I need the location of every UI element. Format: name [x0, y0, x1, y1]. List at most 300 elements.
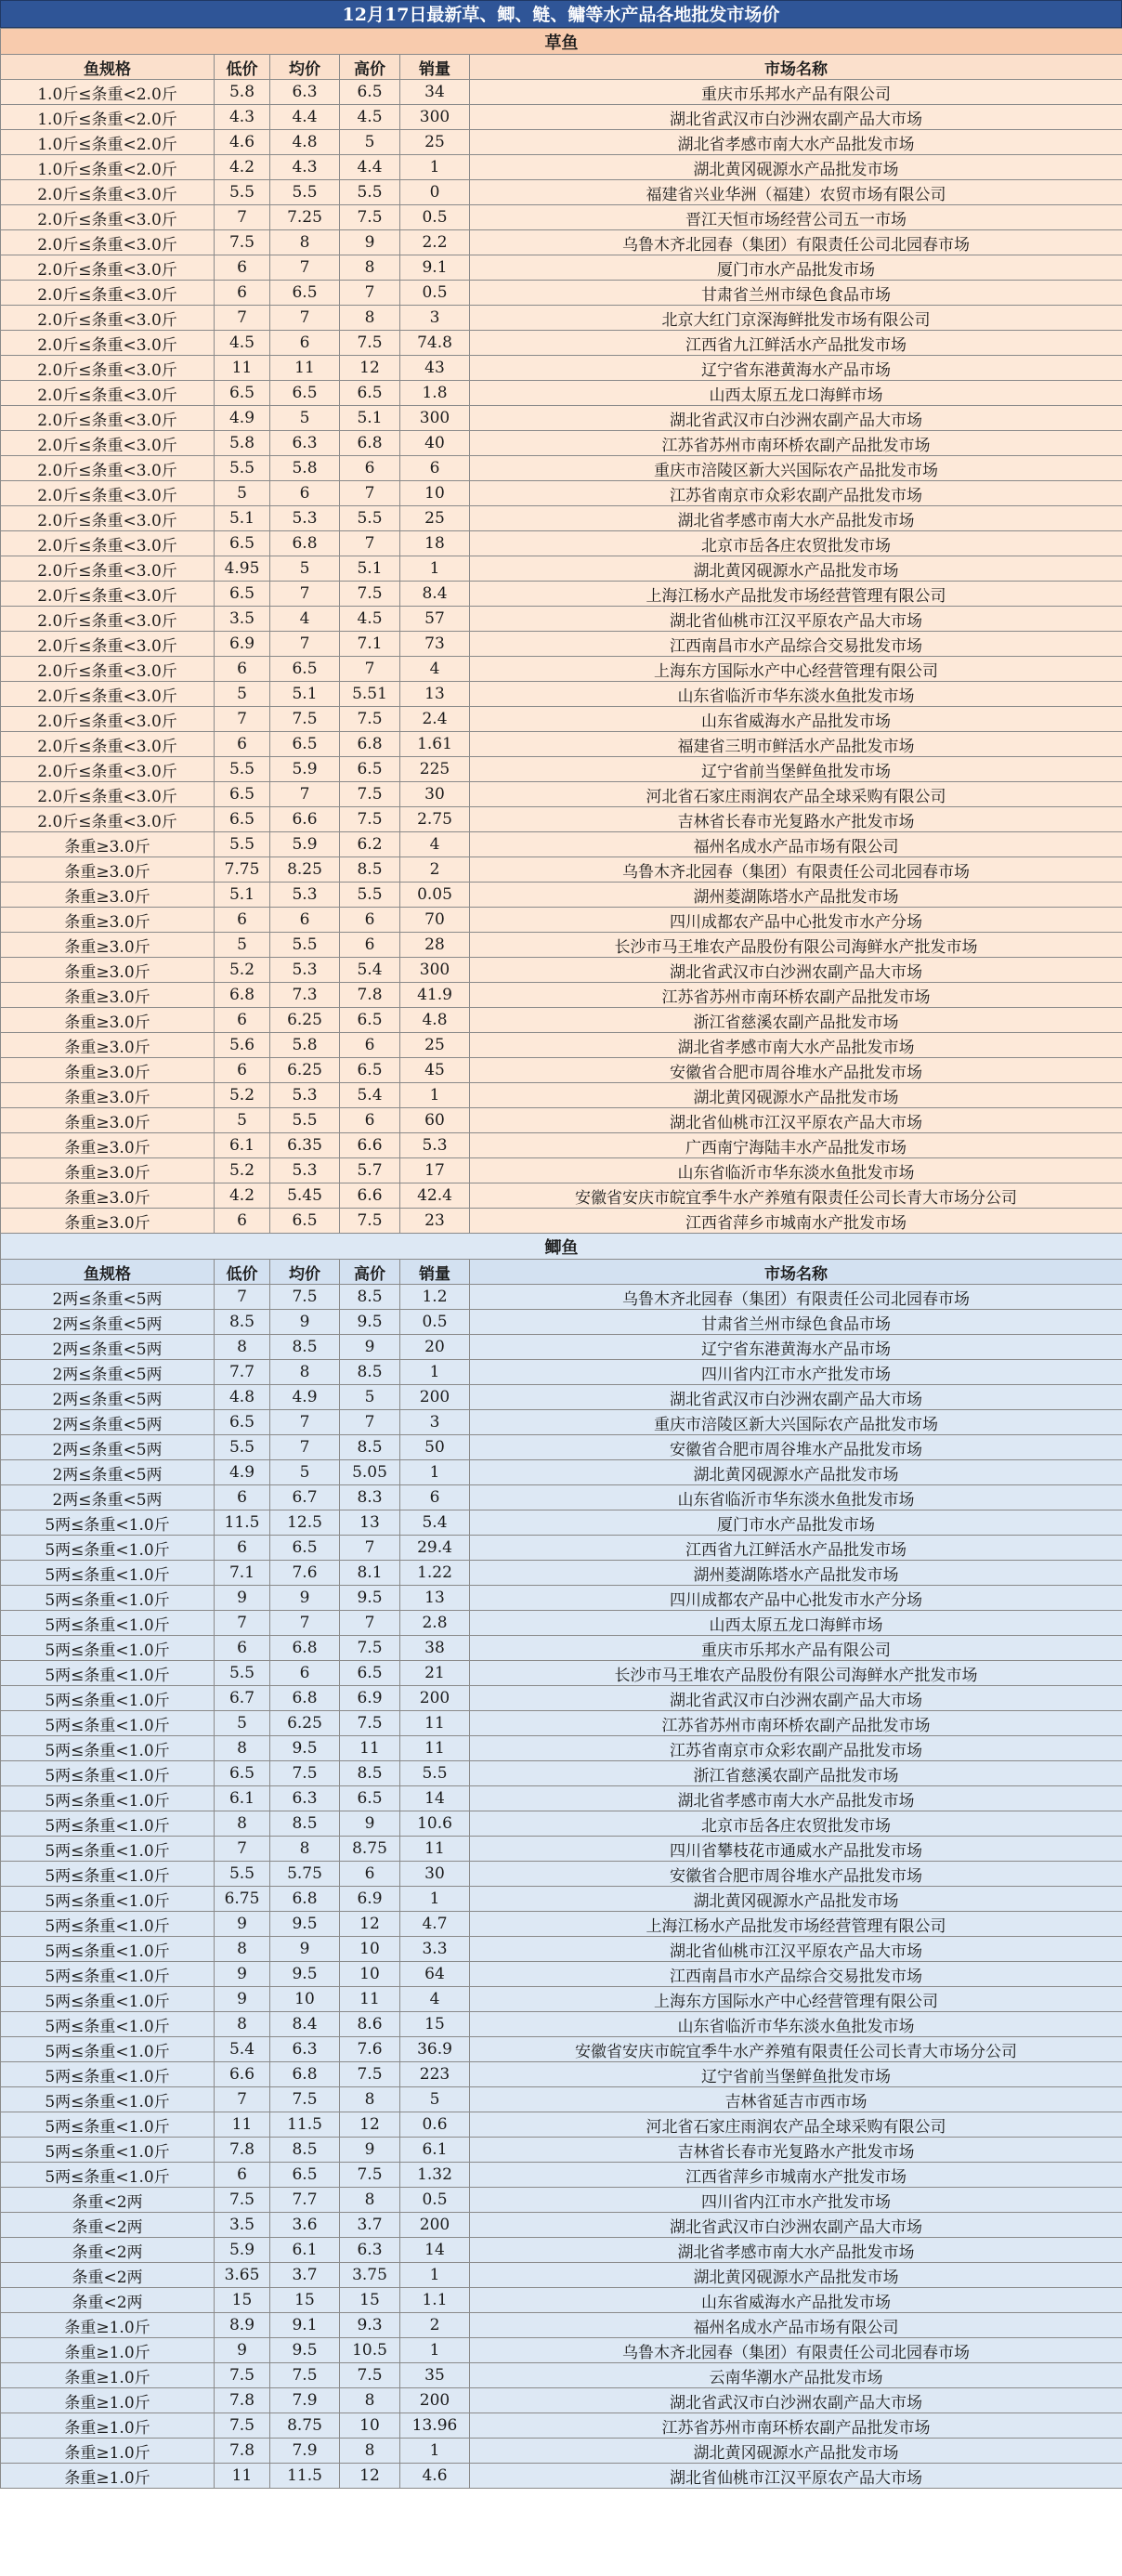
avg-price-cell: 7 [270, 632, 340, 657]
high-price-cell: 7.5 [340, 707, 400, 732]
spec-cell: 1.0斤≤条重<2.0斤 [1, 105, 215, 130]
table-row [1, 1410, 1122, 1435]
high-price-cell: 7.6 [340, 2037, 400, 2062]
high-price-cell: 6.5 [340, 1058, 400, 1083]
low-price-cell: 6.5 [215, 782, 270, 807]
spec-cell: 5两≤条重<1.0斤 [1, 2087, 215, 2112]
spec-cell: 条重≥3.0斤 [1, 1058, 215, 1083]
spec-cell: 5两≤条重<1.0斤 [1, 1561, 215, 1586]
avg-price-cell: 7.9 [270, 2439, 340, 2464]
high-price-cell: 6.5 [340, 1661, 400, 1686]
volume-cell: 3 [400, 1410, 470, 1435]
avg-price-cell: 3.6 [270, 2213, 340, 2238]
volume-cell: 3 [400, 306, 470, 331]
volume-cell: 1 [400, 1887, 470, 1912]
market-name-cell: 辽宁省前当堡鲜鱼批发市场 [470, 2062, 1122, 2087]
spec-cell: 5两≤条重<1.0斤 [1, 1937, 215, 1962]
low-price-cell: 6 [215, 1485, 270, 1510]
spec-cell: 5两≤条重<1.0斤 [1, 1987, 215, 2012]
spec-cell: 条重≥3.0斤 [1, 1183, 215, 1209]
high-price-cell: 6.6 [340, 1133, 400, 1158]
high-price-cell: 5.7 [340, 1158, 400, 1183]
high-price-cell: 6 [340, 908, 400, 933]
table-row [1, 1962, 1122, 1987]
avg-price-cell: 6.25 [270, 1008, 340, 1033]
avg-price-cell: 6.5 [270, 2163, 340, 2188]
spec-cell: 2.0斤≤条重<3.0斤 [1, 331, 215, 356]
market-name-cell: 吉林省长春市光复路水产批发市场 [470, 2138, 1122, 2163]
low-price-cell: 6.5 [215, 807, 270, 832]
market-name-cell: 湖北黄冈砚源水产品批发市场 [470, 1460, 1122, 1485]
spec-cell: 条重≥1.0斤 [1, 2413, 215, 2439]
table-row [1, 1736, 1122, 1761]
spec-cell: 2两≤条重<5两 [1, 1410, 215, 1435]
market-name-cell: 江西省九江鲜活水产品批发市场 [470, 331, 1122, 356]
avg-price-cell: 9 [270, 1937, 340, 1962]
low-price-cell: 4.95 [215, 556, 270, 582]
low-price-cell: 4.5 [215, 331, 270, 356]
avg-price-cell: 4.9 [270, 1385, 340, 1410]
spec-cell: 2.0斤≤条重<3.0斤 [1, 531, 215, 556]
volume-cell: 300 [400, 406, 470, 431]
volume-cell: 11 [400, 1736, 470, 1761]
low-price-cell: 6.5 [215, 1761, 270, 1786]
volume-cell: 57 [400, 607, 470, 632]
low-price-cell: 5.2 [215, 1083, 270, 1108]
avg-price-cell: 5.3 [270, 1158, 340, 1183]
high-price-cell: 5.1 [340, 406, 400, 431]
table-row [1, 2238, 1122, 2263]
market-name-cell: 湖北省武汉市白沙洲农副产品大市场 [470, 105, 1122, 130]
low-price-cell: 7 [215, 205, 270, 230]
avg-price-cell: 5.1 [270, 682, 340, 707]
table-row [1, 582, 1122, 607]
market-name-cell: 江苏省南京市众彩农副产品批发市场 [470, 1736, 1122, 1761]
table-row [1, 1761, 1122, 1786]
table-row [1, 2012, 1122, 2037]
avg-price-cell: 9.5 [270, 1736, 340, 1761]
low-price-cell: 5.8 [215, 431, 270, 456]
market-name-cell: 河北省石家庄雨润农产品全球采购有限公司 [470, 2112, 1122, 2138]
low-price-cell: 5.5 [215, 456, 270, 481]
volume-cell: 41.9 [400, 983, 470, 1008]
table-row [1, 331, 1122, 356]
low-price-cell: 6 [215, 2163, 270, 2188]
volume-cell: 9.1 [400, 255, 470, 281]
volume-cell: 13.96 [400, 2413, 470, 2439]
low-price-cell: 5.5 [215, 832, 270, 857]
volume-cell: 300 [400, 105, 470, 130]
market-name-cell: 山东省临沂市华东淡水鱼批发市场 [470, 2012, 1122, 2037]
volume-cell: 4 [400, 1987, 470, 2012]
header-market-name: 市场名称 [470, 55, 1122, 80]
spec-cell: 条重<2两 [1, 2213, 215, 2238]
avg-price-cell: 6.5 [270, 381, 340, 406]
market-name-cell: 山东省临沂市华东淡水鱼批发市场 [470, 1485, 1122, 1510]
volume-cell: 64 [400, 1962, 470, 1987]
high-price-cell: 6.8 [340, 431, 400, 456]
high-price-cell: 9.5 [340, 1310, 400, 1335]
avg-price-cell: 6 [270, 481, 340, 506]
table-row [1, 1686, 1122, 1711]
volume-cell: 1 [400, 1460, 470, 1485]
market-name-cell: 福建省兴业华洲（福建）农贸市场有限公司 [470, 180, 1122, 205]
avg-price-cell: 5.3 [270, 883, 340, 908]
market-name-cell: 湖北省仙桃市江汉平原农产品大市场 [470, 607, 1122, 632]
high-price-cell: 8 [340, 2188, 400, 2213]
volume-cell: 21 [400, 1661, 470, 1686]
avg-price-cell: 7 [270, 1435, 340, 1460]
spec-cell: 2.0斤≤条重<3.0斤 [1, 356, 215, 381]
market-name-cell: 湖州菱湖陈塔水产品批发市场 [470, 883, 1122, 908]
spec-cell: 5两≤条重<1.0斤 [1, 1636, 215, 1661]
table-row [1, 983, 1122, 1008]
table-row [1, 2313, 1122, 2338]
low-price-cell: 5.5 [215, 1862, 270, 1887]
high-price-cell: 5.51 [340, 682, 400, 707]
volume-cell: 43 [400, 356, 470, 381]
avg-price-cell: 8.25 [270, 857, 340, 883]
avg-price-cell: 6.6 [270, 807, 340, 832]
avg-price-cell: 6.8 [270, 2062, 340, 2087]
avg-price-cell: 8 [270, 1360, 340, 1385]
high-price-cell: 6.9 [340, 1686, 400, 1711]
high-price-cell: 9 [340, 230, 400, 255]
low-price-cell: 6 [215, 732, 270, 757]
spec-cell: 5两≤条重<1.0斤 [1, 2163, 215, 2188]
high-price-cell: 8 [340, 306, 400, 331]
low-price-cell: 6.5 [215, 381, 270, 406]
avg-price-cell: 10 [270, 1987, 340, 2012]
high-price-cell: 5.5 [340, 506, 400, 531]
volume-cell: 1 [400, 2338, 470, 2363]
high-price-cell: 9 [340, 1811, 400, 1837]
spec-cell: 2两≤条重<5两 [1, 1435, 215, 1460]
avg-price-cell: 7.5 [270, 2087, 340, 2112]
table-row [1, 1811, 1122, 1837]
high-price-cell: 11 [340, 1736, 400, 1761]
low-price-cell: 7.5 [215, 2188, 270, 2213]
market-name-cell: 乌鲁木齐北园春（集团）有限责任公司北园春市场 [470, 2338, 1122, 2363]
volume-cell: 25 [400, 506, 470, 531]
header-volume: 销量 [400, 1260, 470, 1285]
volume-cell: 0.5 [400, 2188, 470, 2213]
avg-price-cell: 7 [270, 1410, 340, 1435]
low-price-cell: 6.8 [215, 983, 270, 1008]
spec-cell: 2.0斤≤条重<3.0斤 [1, 281, 215, 306]
market-name-cell: 湖北省孝感市南大水产品批发市场 [470, 1786, 1122, 1811]
low-price-cell: 8 [215, 1811, 270, 1837]
avg-price-cell: 6.3 [270, 2037, 340, 2062]
spec-cell: 条重≥3.0斤 [1, 1209, 215, 1234]
page-title: 12月17日最新草、鲫、鲢、鳙等水产品各地批发市场价 [0, 0, 1122, 28]
high-price-cell: 5.4 [340, 958, 400, 983]
table-row [1, 506, 1122, 531]
spec-cell: 5两≤条重<1.0斤 [1, 1536, 215, 1561]
volume-cell: 28 [400, 933, 470, 958]
volume-cell: 1 [400, 2439, 470, 2464]
high-price-cell: 7 [340, 531, 400, 556]
market-name-cell: 安徽省合肥市周谷堆水产品批发市场 [470, 1058, 1122, 1083]
high-price-cell: 7.1 [340, 632, 400, 657]
table-row [1, 682, 1122, 707]
spec-cell: 条重≥3.0斤 [1, 908, 215, 933]
market-name-cell: 河北省石家庄雨润农产品全球采购有限公司 [470, 782, 1122, 807]
table-row [1, 1661, 1122, 1686]
market-name-cell: 湖北省武汉市白沙洲农副产品大市场 [470, 1385, 1122, 1410]
avg-price-cell: 3.7 [270, 2263, 340, 2288]
market-name-cell: 湖北黄冈砚源水产品批发市场 [470, 2263, 1122, 2288]
volume-cell: 200 [400, 2213, 470, 2238]
low-price-cell: 5 [215, 1108, 270, 1133]
table-row [1, 2413, 1122, 2439]
table-row [1, 933, 1122, 958]
spec-cell: 2.0斤≤条重<3.0斤 [1, 205, 215, 230]
table-row [1, 908, 1122, 933]
section-title: 草鱼 [1, 29, 1122, 55]
table-row [1, 2464, 1122, 2489]
low-price-cell: 6.75 [215, 1887, 270, 1912]
spec-cell: 5两≤条重<1.0斤 [1, 1586, 215, 1611]
market-name-cell: 广西南宁海陆丰水产品批发市场 [470, 1133, 1122, 1158]
low-price-cell: 6 [215, 657, 270, 682]
low-price-cell: 5.2 [215, 958, 270, 983]
section-title-row [1, 29, 1122, 55]
high-price-cell: 3.7 [340, 2213, 400, 2238]
spec-cell: 条重≥1.0斤 [1, 2313, 215, 2338]
low-price-cell: 7.5 [215, 2413, 270, 2439]
spec-cell: 条重≥3.0斤 [1, 857, 215, 883]
high-price-cell: 8.5 [340, 1761, 400, 1786]
avg-price-cell: 6 [270, 908, 340, 933]
spec-cell: 2.0斤≤条重<3.0斤 [1, 632, 215, 657]
avg-price-cell: 8.5 [270, 2138, 340, 2163]
table-row [1, 782, 1122, 807]
low-price-cell: 7 [215, 2087, 270, 2112]
avg-price-cell: 7.5 [270, 1761, 340, 1786]
low-price-cell: 7 [215, 1285, 270, 1310]
high-price-cell: 6.5 [340, 1008, 400, 1033]
high-price-cell: 8 [340, 255, 400, 281]
table-row [1, 2288, 1122, 2313]
table-row [1, 1108, 1122, 1133]
market-name-cell: 湖北黄冈砚源水产品批发市场 [470, 556, 1122, 582]
volume-cell: 23 [400, 1209, 470, 1234]
table-row [1, 1008, 1122, 1033]
table-row [1, 1285, 1122, 1310]
table-row [1, 1636, 1122, 1661]
spec-cell: 2.0斤≤条重<3.0斤 [1, 180, 215, 205]
volume-cell: 4.6 [400, 2464, 470, 2489]
spec-cell: 2.0斤≤条重<3.0斤 [1, 707, 215, 732]
spec-cell: 2.0斤≤条重<3.0斤 [1, 657, 215, 682]
spec-cell: 条重≥1.0斤 [1, 2363, 215, 2388]
spec-cell: 5两≤条重<1.0斤 [1, 1661, 215, 1686]
table-row [1, 1862, 1122, 1887]
low-price-cell: 4.9 [215, 406, 270, 431]
market-name-cell: 四川省攀枝花市通威水产品批发市场 [470, 1837, 1122, 1862]
market-name-cell: 山西太原五龙口海鲜市场 [470, 1611, 1122, 1636]
market-name-cell: 长沙市马王堆农产品股份有限公司海鲜水产批发市场 [470, 1661, 1122, 1686]
market-name-cell: 湖州菱湖陈塔水产品批发市场 [470, 1561, 1122, 1586]
volume-cell: 45 [400, 1058, 470, 1083]
high-price-cell: 8.5 [340, 857, 400, 883]
high-price-cell: 9.3 [340, 2313, 400, 2338]
high-price-cell: 6 [340, 1108, 400, 1133]
spec-cell: 条重<2两 [1, 2263, 215, 2288]
avg-price-cell: 5.8 [270, 1033, 340, 1058]
volume-cell: 17 [400, 1158, 470, 1183]
market-name-cell: 北京市岳各庄农贸批发市场 [470, 1811, 1122, 1837]
spec-cell: 5两≤条重<1.0斤 [1, 1736, 215, 1761]
low-price-cell: 15 [215, 2288, 270, 2313]
table-row [1, 2213, 1122, 2238]
high-price-cell: 6 [340, 456, 400, 481]
spec-cell: 5两≤条重<1.0斤 [1, 1611, 215, 1636]
high-price-cell: 7.5 [340, 1636, 400, 1661]
spec-cell: 5两≤条重<1.0斤 [1, 2062, 215, 2087]
table-row [1, 1058, 1122, 1083]
volume-cell: 300 [400, 958, 470, 983]
high-price-cell: 7.5 [340, 807, 400, 832]
table-row [1, 1711, 1122, 1736]
avg-price-cell: 6.5 [270, 1536, 340, 1561]
table-row [1, 1033, 1122, 1058]
avg-price-cell: 9.1 [270, 2313, 340, 2338]
high-price-cell: 6.5 [340, 381, 400, 406]
volume-cell: 1 [400, 556, 470, 582]
avg-price-cell: 7.3 [270, 983, 340, 1008]
table-row [1, 1786, 1122, 1811]
table-row [1, 2087, 1122, 2112]
spec-cell: 条重≥3.0斤 [1, 1108, 215, 1133]
low-price-cell: 3.65 [215, 2263, 270, 2288]
volume-cell: 2.4 [400, 707, 470, 732]
low-price-cell: 7.5 [215, 230, 270, 255]
market-name-cell: 江西省萍乡市城南水产批发市场 [470, 2163, 1122, 2188]
high-price-cell: 12 [340, 356, 400, 381]
volume-cell: 35 [400, 2363, 470, 2388]
table-row [1, 1937, 1122, 1962]
volume-cell: 18 [400, 531, 470, 556]
high-price-cell: 5.1 [340, 556, 400, 582]
avg-price-cell: 7 [270, 582, 340, 607]
avg-price-cell: 7.5 [270, 2363, 340, 2388]
market-name-cell: 江苏省苏州市南环桥农副产品批发市场 [470, 1711, 1122, 1736]
spec-cell: 2.0斤≤条重<3.0斤 [1, 607, 215, 632]
volume-cell: 29.4 [400, 1536, 470, 1561]
spec-cell: 2.0斤≤条重<3.0斤 [1, 230, 215, 255]
market-name-cell: 四川省内江市水产批发市场 [470, 2188, 1122, 2213]
crucian-carp-section [1, 1234, 1122, 2489]
low-price-cell: 8.9 [215, 2313, 270, 2338]
market-name-cell: 辽宁省东港黄海水产品市场 [470, 356, 1122, 381]
high-price-cell: 13 [340, 1510, 400, 1536]
market-name-cell: 重庆市乐邦水产品有限公司 [470, 80, 1122, 105]
market-name-cell: 安徽省合肥市周谷堆水产品批发市场 [470, 1862, 1122, 1887]
high-price-cell: 7 [340, 657, 400, 682]
low-price-cell: 7.8 [215, 2439, 270, 2464]
high-price-cell: 7.5 [340, 782, 400, 807]
market-name-cell: 长沙市马王堆农产品股份有限公司海鲜水产批发市场 [470, 933, 1122, 958]
low-price-cell: 5.4 [215, 2037, 270, 2062]
market-name-cell: 重庆市涪陵区新大兴国际农产品批发市场 [470, 456, 1122, 481]
table-row [1, 2439, 1122, 2464]
avg-price-cell: 7.7 [270, 2188, 340, 2213]
volume-cell: 1.61 [400, 732, 470, 757]
avg-price-cell: 9.5 [270, 1962, 340, 1987]
spec-cell: 5两≤条重<1.0斤 [1, 2012, 215, 2037]
low-price-cell: 7.1 [215, 1561, 270, 1586]
volume-cell: 74.8 [400, 331, 470, 356]
volume-cell: 4.8 [400, 1008, 470, 1033]
column-header-row [1, 1260, 1122, 1285]
spec-cell: 2.0斤≤条重<3.0斤 [1, 306, 215, 331]
table-row [1, 356, 1122, 381]
high-price-cell: 6.2 [340, 832, 400, 857]
market-name-cell: 江苏省苏州市南环桥农副产品批发市场 [470, 431, 1122, 456]
table-row [1, 130, 1122, 155]
low-price-cell: 7 [215, 1837, 270, 1862]
avg-price-cell: 7.5 [270, 1285, 340, 1310]
volume-cell: 34 [400, 80, 470, 105]
high-price-cell: 7 [340, 1611, 400, 1636]
high-price-cell: 6.9 [340, 1887, 400, 1912]
table-row [1, 2188, 1122, 2213]
high-price-cell: 12 [340, 1912, 400, 1937]
spec-cell: 2.0斤≤条重<3.0斤 [1, 481, 215, 506]
table-row [1, 306, 1122, 331]
volume-cell: 70 [400, 908, 470, 933]
header-avg-price: 均价 [270, 55, 340, 80]
low-price-cell: 11.5 [215, 1510, 270, 1536]
spec-cell: 5两≤条重<1.0斤 [1, 2112, 215, 2138]
volume-cell: 42.4 [400, 1183, 470, 1209]
volume-cell: 0.5 [400, 205, 470, 230]
market-name-cell: 山东省威海水产品批发市场 [470, 707, 1122, 732]
high-price-cell: 6 [340, 1862, 400, 1887]
avg-price-cell: 5.5 [270, 933, 340, 958]
low-price-cell: 6.1 [215, 1133, 270, 1158]
table-row [1, 1887, 1122, 1912]
volume-cell: 10 [400, 481, 470, 506]
table-row [1, 2388, 1122, 2413]
table-row [1, 1083, 1122, 1108]
table-row [1, 707, 1122, 732]
volume-cell: 50 [400, 1435, 470, 1460]
market-name-cell: 上海江杨水产品批发市场经营管理有限公司 [470, 582, 1122, 607]
table-row [1, 958, 1122, 983]
high-price-cell: 8.1 [340, 1561, 400, 1586]
spec-cell: 2两≤条重<5两 [1, 1485, 215, 1510]
volume-cell: 10.6 [400, 1811, 470, 1837]
market-name-cell: 湖北黄冈砚源水产品批发市场 [470, 2439, 1122, 2464]
spec-cell: 2.0斤≤条重<3.0斤 [1, 807, 215, 832]
avg-price-cell: 7 [270, 782, 340, 807]
volume-cell: 73 [400, 632, 470, 657]
volume-cell: 25 [400, 1033, 470, 1058]
spec-cell: 2.0斤≤条重<3.0斤 [1, 682, 215, 707]
table-row [1, 1485, 1122, 1510]
spec-cell: 2.0斤≤条重<3.0斤 [1, 732, 215, 757]
low-price-cell: 6.5 [215, 1410, 270, 1435]
high-price-cell: 5 [340, 130, 400, 155]
low-price-cell: 3.5 [215, 2213, 270, 2238]
market-name-cell: 江西省萍乡市城南水产批发市场 [470, 1209, 1122, 1234]
market-name-cell: 湖北省武汉市白沙洲农副产品大市场 [470, 958, 1122, 983]
spec-cell: 条重≥3.0斤 [1, 983, 215, 1008]
low-price-cell: 6.6 [215, 2062, 270, 2087]
